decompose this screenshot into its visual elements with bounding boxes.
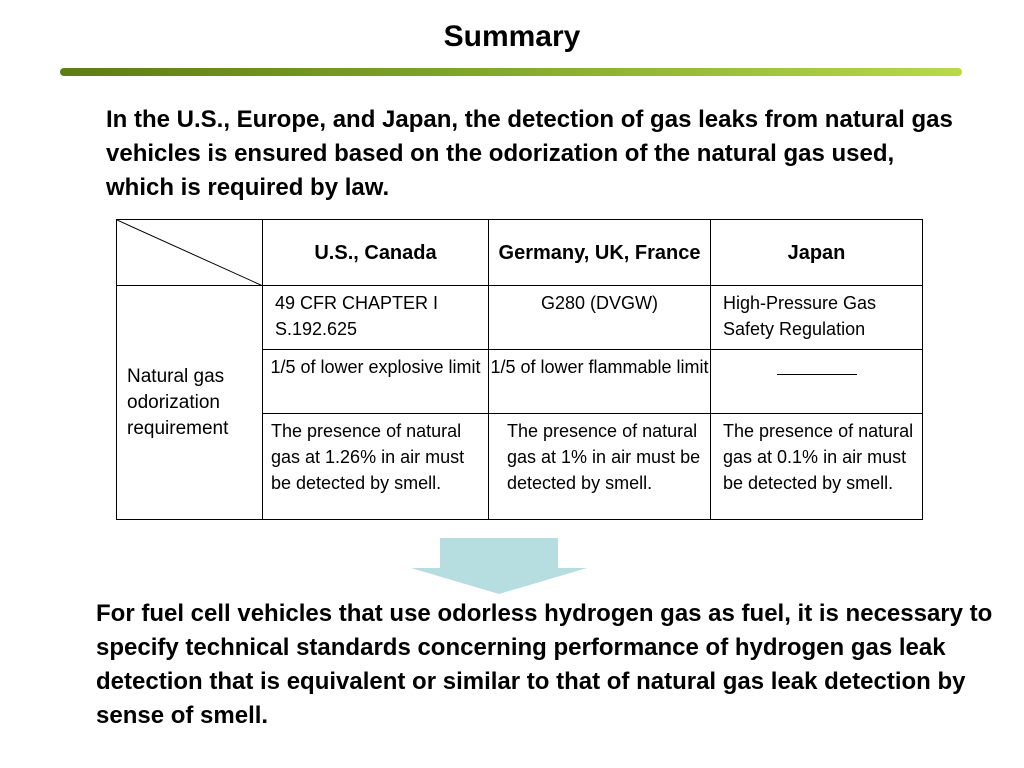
cell-detection-japan: The presence of natural gas at 0.1% in air must be detected by smell.: [711, 414, 923, 520]
header-germany-uk-france: Germany, UK, France: [489, 220, 711, 286]
cell-detection-eu: The presence of natural gas at 1% in air must be detected by smell.: [489, 414, 711, 520]
conclusion-text: For fuel cell vehicles that use odorless hydrogen gas as fuel, it is necessary to specify technical standards concerning performance of hydrogen gas leak detection that is equivalent or similar to that of natural gas leak detection by sense of smell.: [96, 600, 993, 729]
dash-placeholder: [777, 354, 857, 375]
intro-text: In the U.S., Europe, and Japan, the detection of gas leaks from natural gas vehicles is ensured based on the odorization of the natural gas used, which is required by law.: [106, 106, 953, 201]
header-japan: Japan: [711, 220, 923, 286]
cell-limit-us: 1/5 of lower explosive limit: [263, 350, 489, 414]
cell-regulation-us: 49 CFR CHAPTER I S.192.625: [263, 286, 489, 350]
row-label: Natural gas odorization requirement: [117, 286, 263, 520]
odorization-table: [116, 219, 923, 520]
cell-regulation-japan: High-Pressure Gas Safety Regulation: [711, 286, 923, 350]
header-us-canada: U.S., Canada: [263, 220, 489, 286]
title-underline: [60, 68, 962, 76]
cell-limit-eu: 1/5 of lower flammable limit: [489, 350, 711, 414]
table-row: [117, 286, 923, 350]
diagonal-line: [117, 220, 263, 286]
cell-limit-japan: [711, 350, 923, 414]
cell-regulation-eu: G280 (DVGW): [489, 286, 711, 350]
down-arrow-icon: [411, 538, 587, 594]
cell-detection-us: The presence of natural gas at 1.26% in air must be detected by smell.: [263, 414, 489, 520]
page-title: Summary: [443, 20, 581, 53]
diagonal-corner-cell: [117, 220, 263, 286]
table-header-row: [117, 220, 923, 286]
